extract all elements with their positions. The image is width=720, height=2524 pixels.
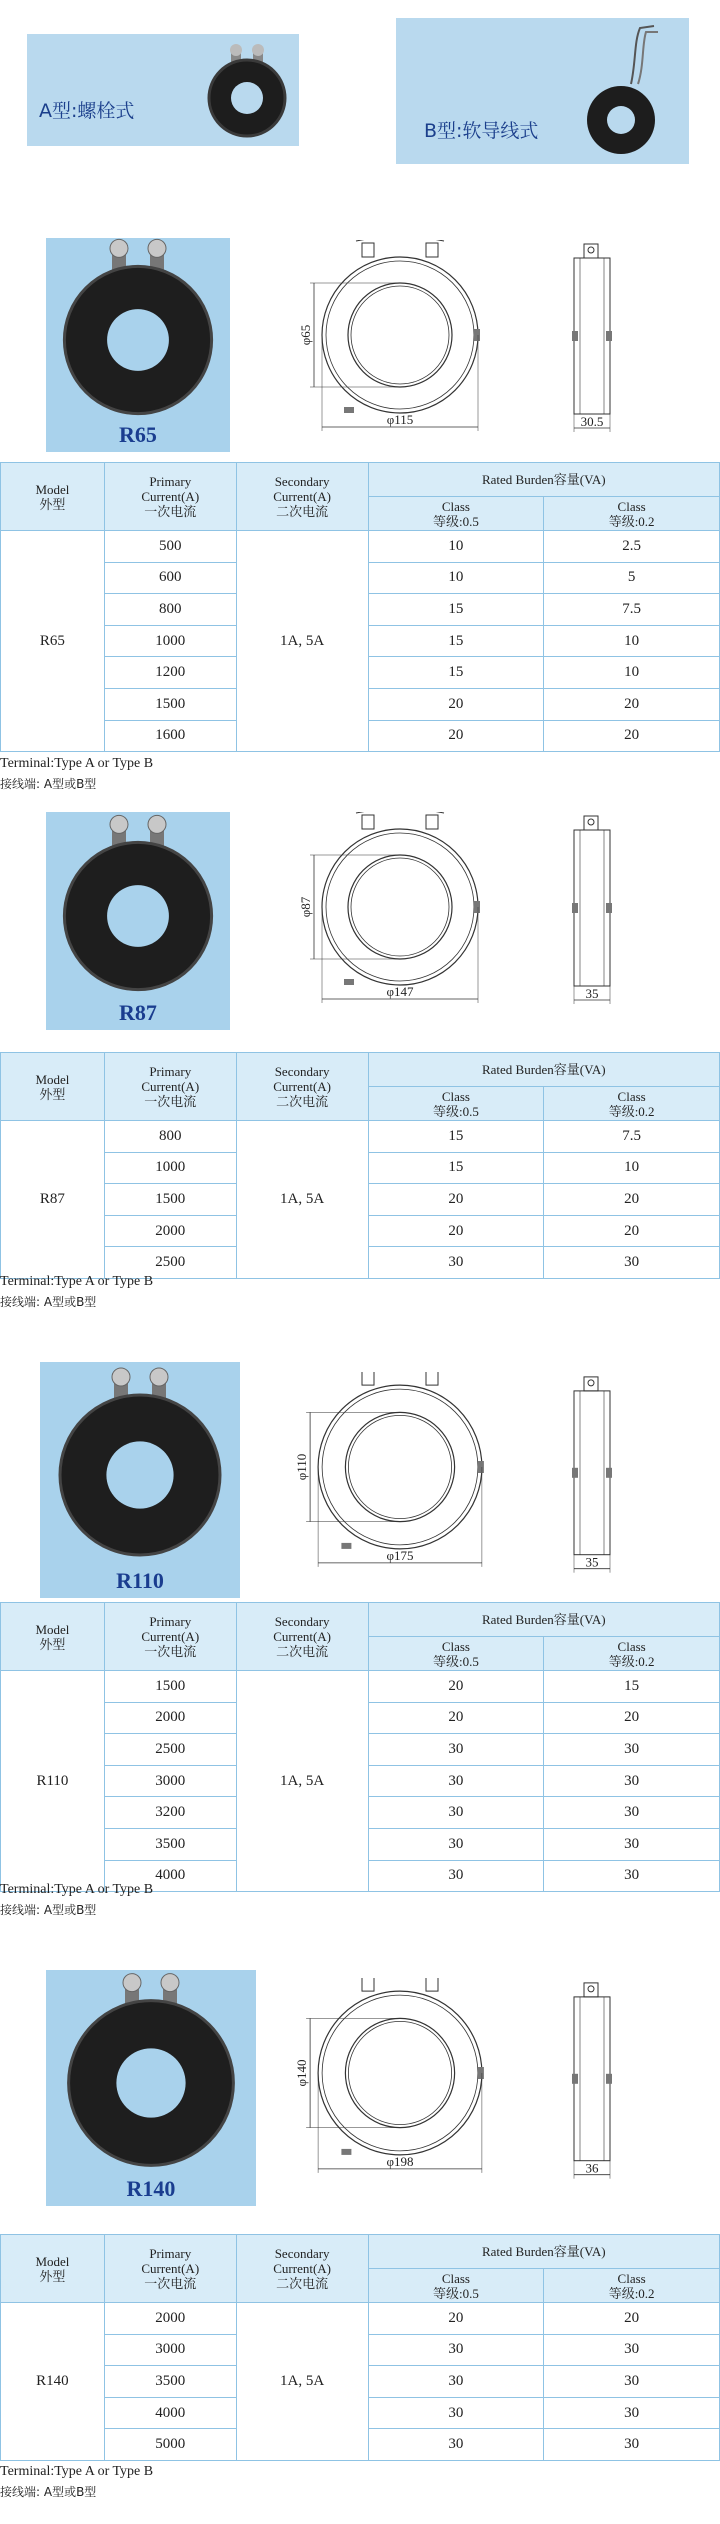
table-row	[1, 1671, 720, 1703]
class-02-cell: 20	[544, 2303, 720, 2335]
r110-dim-outer-label: φ175	[386, 1547, 414, 1563]
primary-current-cell: 1000	[104, 1152, 236, 1184]
r87-secondary-cell: 1A, 5A	[236, 1121, 368, 1279]
class-05-cell: 20	[368, 1671, 544, 1703]
class-05-cell: 30	[368, 2334, 544, 2366]
r140-dim-outer-label: φ198	[386, 2153, 414, 2169]
header-model: Model 外型	[1, 1053, 105, 1121]
primary-current-cell: 3500	[104, 1828, 236, 1860]
primary-current-cell: 2000	[104, 1702, 236, 1734]
header-model: Model 外型	[1, 463, 105, 531]
r87-photo-panel	[46, 812, 230, 1030]
r65-front-drawing	[290, 240, 510, 450]
header-class-02: Class 等级:0.2	[544, 2269, 720, 2303]
r87-spec-table	[0, 1052, 720, 1279]
class-02-cell: 20	[544, 720, 720, 752]
class-05-cell: 20	[368, 688, 544, 720]
r87-front-drawing	[290, 812, 510, 1022]
header-secondary: Secondary Current(A) 二次电流	[236, 1603, 368, 1671]
r110-model-cell: R110	[1, 1671, 105, 1892]
primary-current-cell: 2500	[104, 1247, 236, 1279]
r140-dim-depth-label: 36	[585, 2160, 599, 2176]
r87-ct-photo-icon	[46, 812, 230, 1000]
class-02-cell: 30	[544, 1860, 720, 1892]
header-rated-burden: Rated Burden容量(VA)	[368, 2235, 719, 2269]
header-class-05: Class 等级:0.5	[368, 1637, 544, 1671]
primary-current-cell: 2500	[104, 1734, 236, 1766]
class-02-cell: 30	[544, 1765, 720, 1797]
primary-current-cell: 1500	[104, 688, 236, 720]
r110-dim-inner-label: φ110	[294, 1453, 310, 1481]
primary-current-cell: 1600	[104, 720, 236, 752]
r65-secondary-cell: 1A, 5A	[236, 531, 368, 752]
class-05-cell: 20	[368, 1702, 544, 1734]
class-02-cell: 30	[544, 2366, 720, 2398]
header-secondary: Secondary Current(A) 二次电流	[236, 463, 368, 531]
class-02-cell: 10	[544, 1152, 720, 1184]
r110-photo-panel	[40, 1362, 240, 1598]
class-02-cell: 30	[544, 1828, 720, 1860]
table-row	[1, 2303, 720, 2335]
primary-current-cell: 500	[104, 531, 236, 563]
class-02-cell: 20	[544, 688, 720, 720]
header-primary: Primary Current(A) 一次电流	[104, 1053, 236, 1121]
header-primary: Primary Current(A) 一次电流	[104, 463, 236, 531]
class-02-cell: 30	[544, 1247, 720, 1279]
terminal-note-en: Terminal:Type A or Type B	[0, 756, 154, 771]
class-05-cell: 20	[368, 1184, 544, 1216]
primary-current-cell: 1000	[104, 625, 236, 657]
class-05-cell: 30	[368, 1860, 544, 1892]
r110-spec-table	[0, 1602, 720, 1892]
header-secondary: Secondary Current(A) 二次电流	[236, 2235, 368, 2303]
primary-current-cell: 800	[104, 1121, 236, 1153]
primary-current-cell: 3500	[104, 2366, 236, 2398]
r87-dim-depth-label: 35	[585, 986, 599, 1001]
r140-front-drawing	[290, 1978, 510, 2188]
header-class-05: Class 等级:0.5	[368, 497, 544, 531]
header-model: Model 外型	[1, 1603, 105, 1671]
table-row	[1, 1121, 720, 1153]
header-class-05: Class 等级:0.5	[368, 1087, 544, 1121]
class-05-cell: 15	[368, 625, 544, 657]
class-05-cell: 30	[368, 1765, 544, 1797]
r65-model-caption: R65	[119, 422, 157, 447]
class-02-cell: 30	[544, 1797, 720, 1829]
r65-dim-depth-label: 30.5	[580, 414, 604, 429]
primary-current-cell: 1500	[104, 1184, 236, 1216]
r110-front-drawing	[290, 1372, 510, 1582]
class-02-cell: 30	[544, 2397, 720, 2429]
r87-terminal-note	[0, 1272, 153, 1312]
header-primary: Primary Current(A) 一次电流	[104, 2235, 236, 2303]
class-02-cell: 20	[544, 1184, 720, 1216]
r65-dim-outer-label: φ115	[386, 412, 414, 427]
r110-terminal-note	[0, 1880, 153, 1920]
r140-spec-table	[0, 2234, 720, 2461]
class-02-cell: 30	[544, 2334, 720, 2366]
class-05-cell: 30	[368, 2429, 544, 2461]
class-02-cell: 2.5	[544, 531, 720, 563]
r65-model-cell: R65	[1, 531, 105, 752]
r87-model-cell: R87	[1, 1121, 105, 1279]
primary-current-cell: 4000	[104, 2397, 236, 2429]
primary-current-cell: 1200	[104, 657, 236, 689]
class-05-cell: 15	[368, 1121, 544, 1153]
primary-current-cell: 800	[104, 594, 236, 626]
class-05-cell: 15	[368, 657, 544, 689]
terminal-note-en: Terminal:Type A or Type B	[0, 1882, 154, 1897]
primary-current-cell: 5000	[104, 2429, 236, 2461]
primary-current-cell: 3200	[104, 1797, 236, 1829]
table-row	[1, 531, 720, 563]
class-02-cell: 10	[544, 625, 720, 657]
primary-current-cell: 4000	[104, 1860, 236, 1892]
header-class-02: Class 等级:0.2	[544, 1087, 720, 1121]
r110-side-drawing	[560, 1372, 640, 1582]
header-secondary: Secondary Current(A) 二次电流	[236, 1053, 368, 1121]
class-02-cell: 20	[544, 1215, 720, 1247]
r87-side-drawing	[560, 812, 640, 1022]
class-02-cell: 30	[544, 2429, 720, 2461]
type-a-ct-photo-icon	[197, 40, 297, 140]
class-05-cell: 15	[368, 594, 544, 626]
type-a-label: A型:螺栓式	[39, 100, 135, 122]
r140-model-caption: R140	[126, 2176, 176, 2201]
type-a-box	[27, 34, 299, 146]
r87-dim-inner-label: φ87	[298, 896, 313, 918]
class-02-cell: 30	[544, 1734, 720, 1766]
class-05-cell: 20	[368, 2303, 544, 2335]
r65-dim-inner-label: φ65	[298, 324, 313, 346]
r140-side-drawing	[560, 1978, 640, 2188]
r87-dim-outer-label: φ147	[386, 984, 414, 999]
type-b-ct-photo-icon	[576, 22, 686, 162]
header-rated-burden: Rated Burden容量(VA)	[368, 1053, 719, 1087]
terminal-note-en: Terminal:Type A or Type B	[0, 1274, 154, 1289]
header-rated-burden: Rated Burden容量(VA)	[368, 1603, 719, 1637]
class-02-cell: 15	[544, 1671, 720, 1703]
class-05-cell: 10	[368, 531, 544, 563]
primary-current-cell: 3000	[104, 1765, 236, 1797]
r140-model-cell: R140	[1, 2303, 105, 2461]
terminal-note-en: Terminal:Type A or Type B	[0, 2464, 154, 2479]
r87-model-caption: R87	[119, 1000, 157, 1025]
primary-current-cell: 1500	[104, 1671, 236, 1703]
primary-current-cell: 2000	[104, 1215, 236, 1247]
r140-terminal-note	[0, 2462, 153, 2502]
class-02-cell: 5	[544, 562, 720, 594]
primary-current-cell: 600	[104, 562, 236, 594]
r140-secondary-cell: 1A, 5A	[236, 2303, 368, 2461]
header-primary: Primary Current(A) 一次电流	[104, 1603, 236, 1671]
primary-current-cell: 3000	[104, 2334, 236, 2366]
class-05-cell: 20	[368, 720, 544, 752]
r140-ct-photo-icon	[46, 1970, 256, 2176]
header-model: Model 外型	[1, 2235, 105, 2303]
header-class-02: Class 等级:0.2	[544, 1637, 720, 1671]
terminal-note-cn: 接线端: A型或B型	[0, 2485, 97, 2499]
r65-spec-table	[0, 462, 720, 752]
header-rated-burden: Rated Burden容量(VA)	[368, 463, 719, 497]
r110-model-caption: R110	[116, 1568, 164, 1593]
terminal-note-cn: 接线端: A型或B型	[0, 1903, 97, 1917]
class-05-cell: 15	[368, 1152, 544, 1184]
header-class-05: Class 等级:0.5	[368, 2269, 544, 2303]
class-05-cell: 10	[368, 562, 544, 594]
r110-ct-photo-icon	[40, 1362, 240, 1568]
class-02-cell: 7.5	[544, 1121, 720, 1153]
class-05-cell: 30	[368, 1797, 544, 1829]
r65-side-drawing	[560, 240, 640, 450]
r65-photo-panel	[46, 238, 230, 452]
class-02-cell: 10	[544, 657, 720, 689]
terminal-note-cn: 接线端: A型或B型	[0, 1295, 97, 1309]
class-05-cell: 30	[368, 1828, 544, 1860]
class-02-cell: 7.5	[544, 594, 720, 626]
class-05-cell: 30	[368, 1734, 544, 1766]
class-05-cell: 30	[368, 2366, 544, 2398]
r140-dim-inner-label: φ140	[294, 2059, 310, 2087]
class-05-cell: 30	[368, 1247, 544, 1279]
r65-terminal-note	[0, 754, 153, 794]
header-class-02: Class 等级:0.2	[544, 497, 720, 531]
class-05-cell: 30	[368, 2397, 544, 2429]
r140-photo-panel	[46, 1970, 256, 2206]
type-b-label: B型:软导线式	[424, 120, 539, 142]
r110-dim-depth-label: 35	[585, 1554, 599, 1570]
r65-ct-photo-icon	[46, 238, 230, 422]
class-02-cell: 20	[544, 1702, 720, 1734]
primary-current-cell: 2000	[104, 2303, 236, 2335]
terminal-note-cn: 接线端: A型或B型	[0, 777, 97, 791]
type-b-box	[396, 18, 689, 164]
r110-secondary-cell: 1A, 5A	[236, 1671, 368, 1892]
class-05-cell: 20	[368, 1215, 544, 1247]
